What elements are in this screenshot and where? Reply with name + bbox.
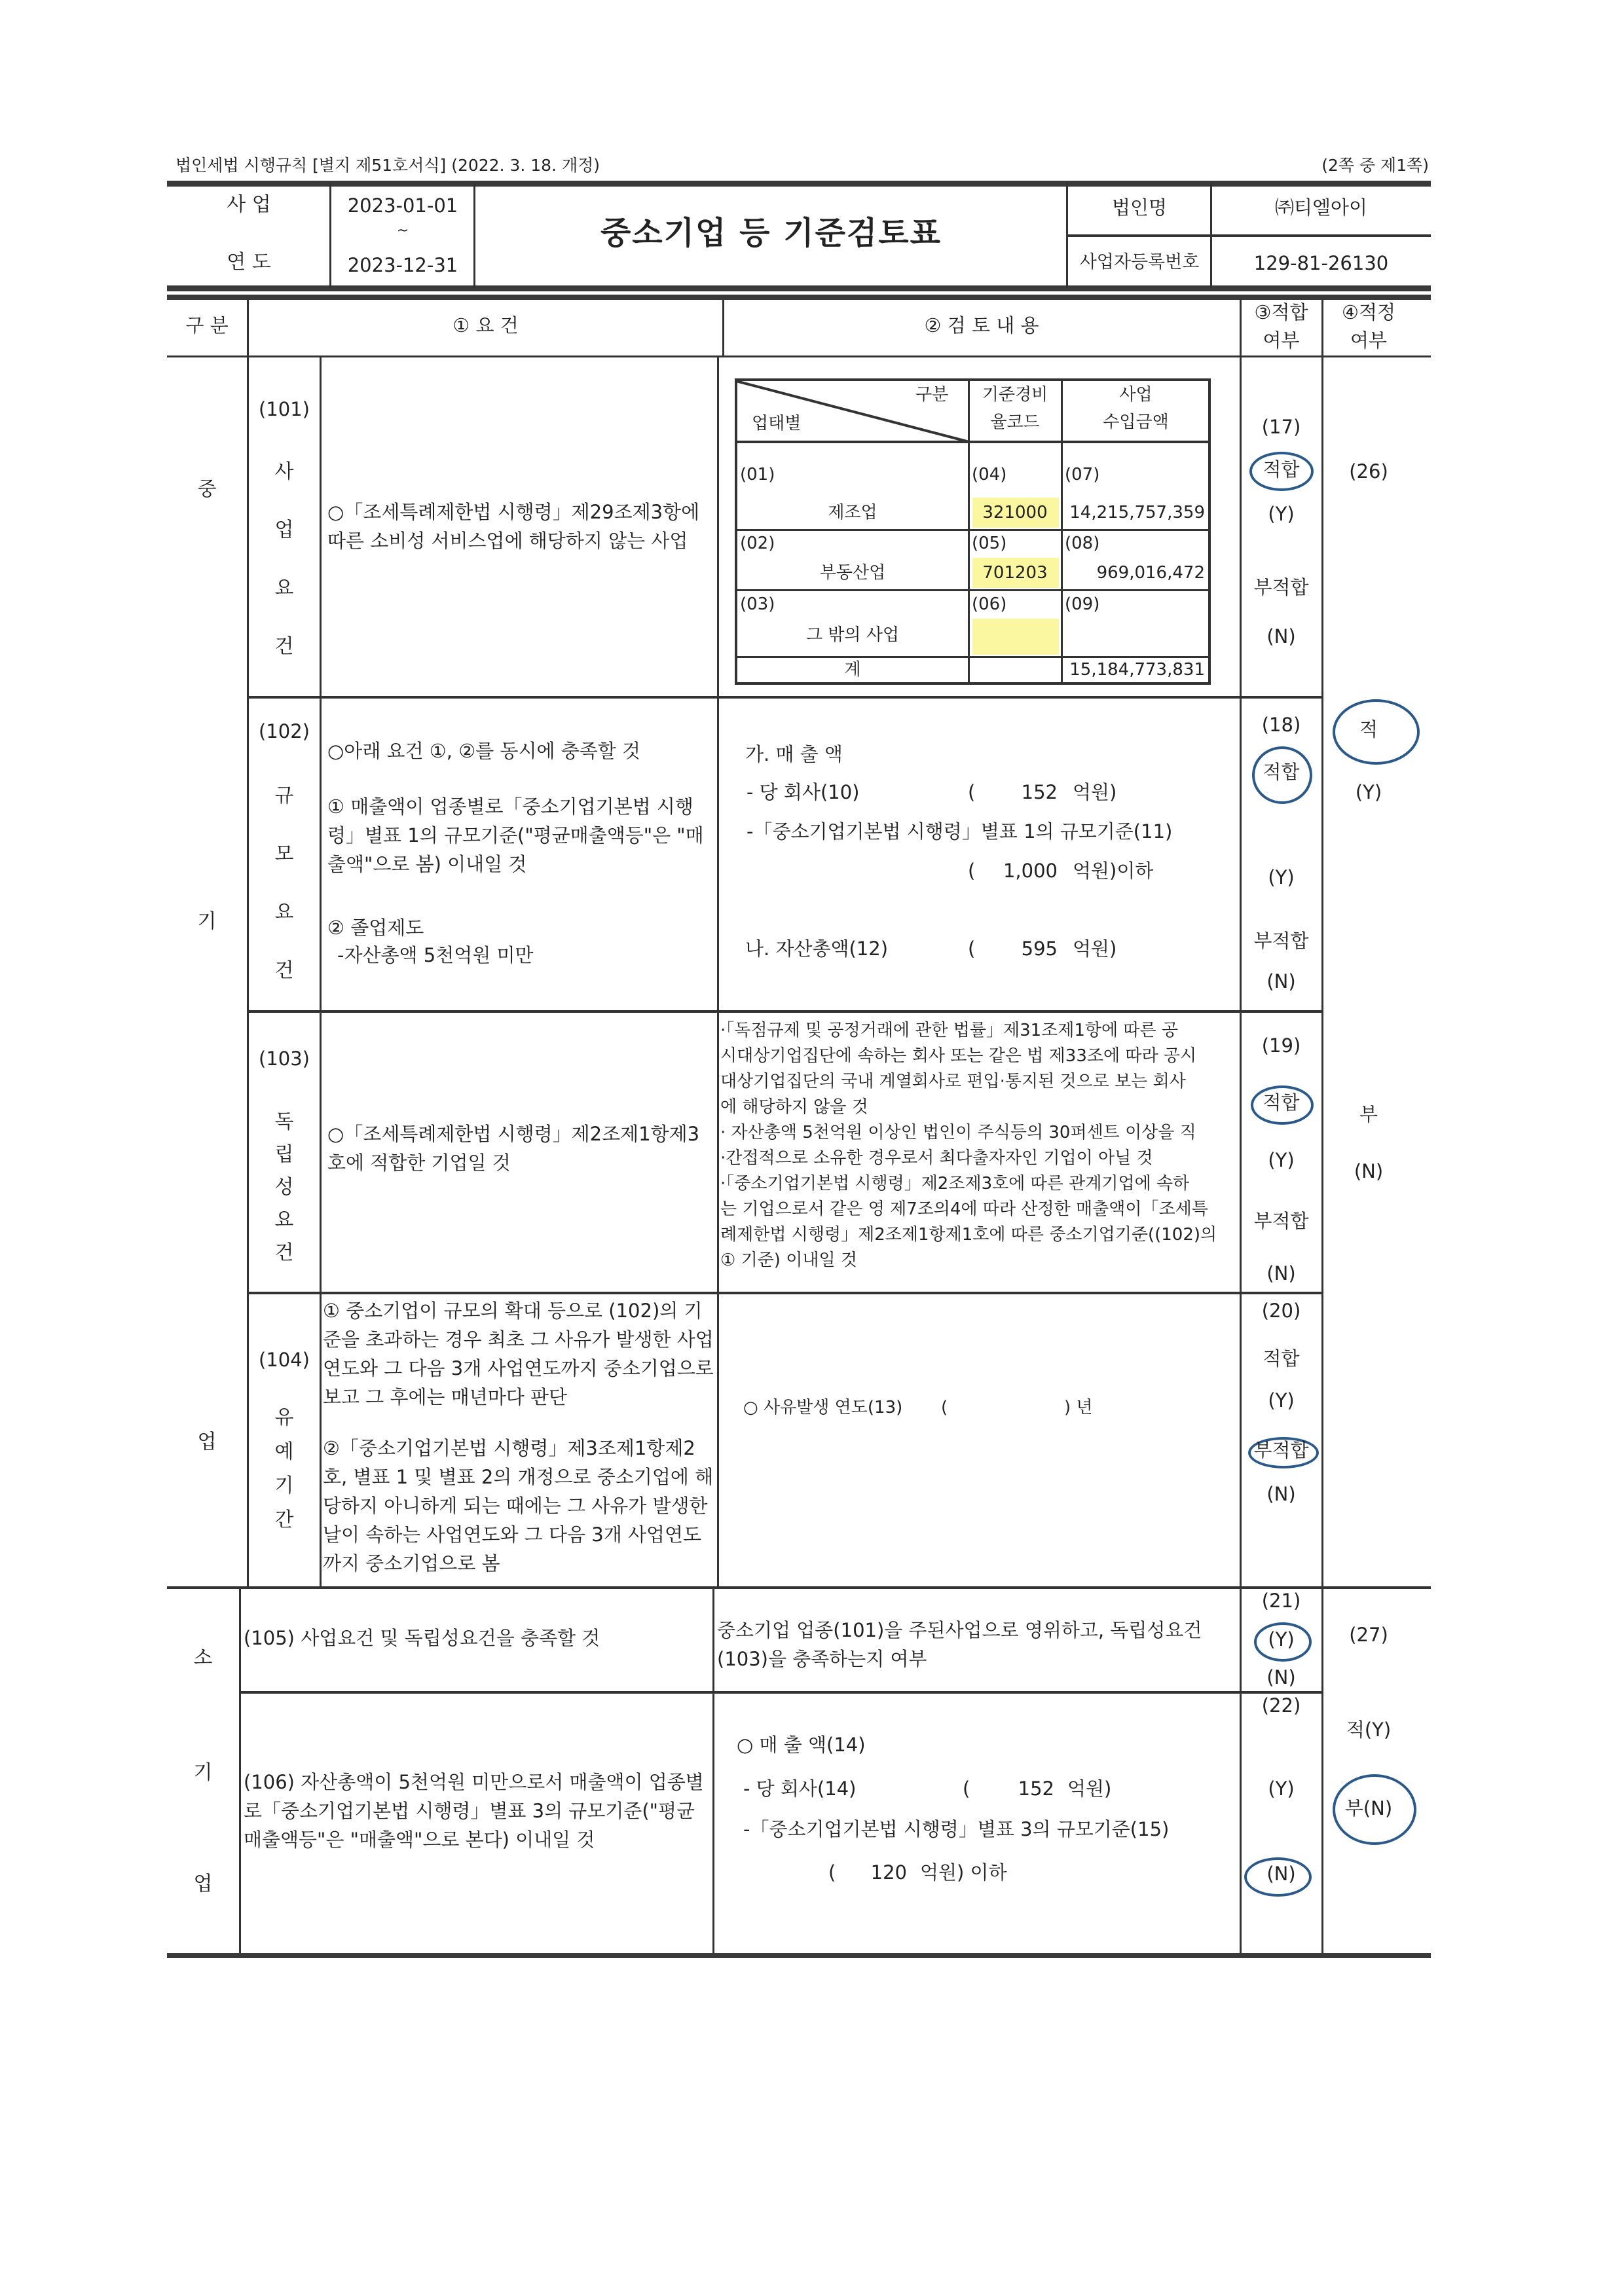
col-category: 구 분	[185, 314, 229, 337]
fit-20-yes[interactable]: 적합	[1263, 1347, 1300, 1370]
col-amount-label-2: 수입금액	[1103, 412, 1169, 432]
paren-open: (	[941, 1398, 948, 1417]
business-income-amount[interactable]: 14,215,757,359	[1069, 503, 1205, 522]
row-104-label: 유 예 기 간	[274, 1406, 294, 1531]
company-sales-label: - 당 회사(10)	[747, 781, 860, 803]
fit-17-yes[interactable]: 적합	[1263, 458, 1300, 481]
row-101-requirement: ○「조세특례제한법 시행령」제29조제3항에 따른 소비성 서비스업에 해당하지 않는 사업	[327, 501, 700, 552]
company-sales-label: - 당 회사(14)	[743, 1777, 857, 1800]
sales-title: 가. 매 출 액	[745, 743, 843, 765]
proper-sme-no[interactable]: 부	[1359, 1103, 1378, 1125]
proper-small-yes[interactable]: 적(Y)	[1346, 1719, 1392, 1741]
row-103-requirement: ○「조세특례제한법 시행령」제2조제1항제3호에 적합한 기업일 것	[327, 1123, 700, 1174]
fit-19-yes[interactable]: 적합	[1263, 1091, 1300, 1114]
business-income-amount[interactable]: 969,016,472	[1096, 563, 1205, 583]
row-103-review	[720, 1018, 1238, 1273]
row-101-code: (101)	[259, 398, 310, 420]
paren-open: (	[828, 1861, 836, 1884]
unit-label: 억원)	[1073, 781, 1117, 803]
col-code-label-2: 율코드	[990, 412, 1040, 432]
fit-17-yes-code: (Y)	[1268, 503, 1295, 525]
row-102-code: (102)	[259, 720, 310, 742]
proper-26-no: (26)	[1349, 460, 1388, 483]
fit-22-yes[interactable]: (Y)	[1268, 1777, 1295, 1800]
unit-label: 억원)	[1067, 1777, 1112, 1800]
fit-22-no: (22)	[1261, 1694, 1301, 1717]
proper-27-no: (27)	[1349, 1624, 1388, 1646]
fit-18-yes-code: (Y)	[1268, 866, 1295, 888]
row-106-requirement: (106) 자산총액이 5천억원 미만으로서 매출액이 업종별로「중소기업기본법 시행령」별표 3의 규모기준("평균매출액등"은 "매출액"으로 본다) 이내일 것	[244, 1771, 704, 1851]
row-102-req-2-title: ② 졸업제도	[327, 917, 424, 939]
row-104-req-2: ②「중소기업기본법 시행령」제3조제1항제2호, 별표 1 및 별표 2의 개정으로 중소기업에 해당하지 아니하게 되는 때에는 그 사유가 발생한 날이 속하는 사업연도와 그 다음 3개 사업연도까지 중소기업으로 봄	[323, 1437, 714, 1575]
fit-18-no: (18)	[1261, 714, 1301, 736]
unit-label: 억원)	[1073, 938, 1117, 960]
fit-17-no-option[interactable]: 부적합	[1253, 576, 1309, 598]
paren-open: (	[968, 781, 976, 803]
section-small-char-3: 업	[193, 1872, 213, 1895]
col-fit-1: ③적합	[1254, 301, 1308, 323]
total-label: 계	[844, 660, 861, 680]
paren-open: (	[968, 938, 976, 960]
proper-sme-yes-code: (Y)	[1355, 781, 1382, 803]
fit-18-yes[interactable]: 적합	[1263, 761, 1300, 783]
row-102-req-2-detail: -자산총액 5천억원 미만	[337, 944, 534, 966]
period-label-2: 연 도	[227, 251, 271, 274]
business-type-name: 제조업	[828, 503, 877, 522]
review-line: ·「중소기업기본법 시행령」제2조제3호에 따른 관계기업에 속하	[720, 1174, 1190, 1194]
fit-20-no: (20)	[1261, 1300, 1301, 1322]
paren-open: (	[968, 860, 976, 882]
review-line: ① 기준) 이내일 것	[720, 1250, 857, 1270]
total-assets-label: 나. 자산총액(12)	[745, 938, 889, 960]
reason-year-label: ○ 사유발생 연도(13)	[743, 1398, 903, 1417]
fit-22-no-option[interactable]: (N)	[1266, 1863, 1296, 1885]
proper-sme-no-code: (N)	[1354, 1160, 1384, 1182]
size-standard-label: -「중소기업기본법 시행령」별표 3의 규모기준(15)	[743, 1818, 1170, 1840]
unit-label: 억원)이하	[1073, 860, 1154, 882]
fit-20-no-option[interactable]: 부적합	[1253, 1439, 1309, 1461]
business-type-name: 그 밖의 사업	[805, 625, 900, 645]
row-103-code: (103)	[259, 1048, 310, 1070]
biz-no-label: 사업자등록번호	[1079, 252, 1200, 272]
row-105-review: 중소기업 업종(101)을 주된사업으로 영위하고, 독립성요건(103)을 충족하는지 여부	[717, 1619, 1202, 1670]
col-proper-1: ④적정	[1341, 301, 1396, 323]
regulation-reference: 법인세법 시행규칙 [별지 제51호서식] (2022. 3. 18. 개정)	[175, 156, 600, 175]
row-no: (03)	[740, 594, 775, 614]
col-review: ② 검 토 내 용	[924, 314, 1039, 337]
corp-name: ㈜티엘아이	[1274, 196, 1368, 219]
unit-label: 억원) 이하	[920, 1861, 1007, 1884]
period-label-1: 사 업	[227, 193, 271, 216]
code-no: (04)	[972, 465, 1007, 484]
col-code-label-1: 기준경비	[982, 385, 1048, 405]
company-sales-value[interactable]: 152	[1018, 1777, 1054, 1800]
highlight-code-06	[972, 619, 1059, 655]
amount-no: (08)	[1065, 534, 1100, 553]
business-type-name: 부동산업	[819, 563, 886, 583]
row-102-req-intro: ○아래 요건 ①, ②를 동시에 충족할 것	[327, 740, 640, 762]
section-small-char-1: 소	[193, 1647, 213, 1669]
section-sme-char-1: 중	[197, 478, 217, 501]
review-line: 대상기업집단의 국내 계열회사로 편입·통지된 것으로 보는 회사	[720, 1072, 1186, 1091]
review-line: · 자산총액 5천억원 이상인 법인이 주식등의 30퍼센트 이상을 직	[720, 1123, 1196, 1142]
size-standard-label: -「중소기업기본법 시행령」별표 1의 규모기준(11)	[747, 820, 1173, 843]
row-104-req-1: ① 중소기업이 규모의 확대 등으로 (102)의 기준을 초과하는 경우 최초 그 사유가 발생한 사업연도와 그 다음 3개 사업연도까지 중소기업으로 보고 그 후에는 매년마다 판단	[323, 1300, 714, 1408]
row-104-code: (104)	[259, 1349, 310, 1371]
row-102-label: 규 모 요 건	[274, 784, 294, 982]
sales-title: ○ 매 출 액(14)	[737, 1734, 866, 1756]
diag-bottom-label: 업태별	[752, 414, 802, 433]
col-fit-2: 여부	[1263, 329, 1300, 352]
year-unit: ) 년	[1064, 1398, 1093, 1417]
fit-17-no-code: (N)	[1266, 625, 1296, 647]
biz-no: 129-81-26130	[1253, 252, 1389, 274]
period-end: 2023-12-31	[347, 254, 458, 276]
row-103-label: 독 립 성 요 건	[274, 1110, 294, 1264]
row-101-label: 사 업 요 건	[274, 460, 294, 658]
review-line: ·「독점규제 및 공정거래에 관한 법률」제31조제1항에 따른 공	[720, 1021, 1179, 1040]
section-sme-char-3: 업	[197, 1430, 217, 1453]
fit-17-no: (17)	[1261, 416, 1301, 438]
proper-small-no[interactable]: 부(N)	[1344, 1797, 1393, 1819]
col-amount-label-1: 사업	[1119, 385, 1153, 405]
paren-open: (	[963, 1777, 970, 1800]
code-no: (05)	[972, 534, 1007, 553]
expense-rate-code[interactable]: 701203	[982, 563, 1048, 583]
section-small-char-2: 기	[193, 1761, 213, 1784]
amount-no: (07)	[1065, 465, 1100, 484]
fit-20-no-code: (N)	[1266, 1483, 1296, 1505]
period-separator: ~	[396, 223, 409, 239]
fit-19-yes-code: (Y)	[1268, 1149, 1295, 1171]
size-standard-value[interactable]: 120	[870, 1861, 907, 1884]
fit-21-no-option[interactable]: (N)	[1266, 1666, 1296, 1688]
fit-18-no-code: (N)	[1266, 970, 1296, 993]
row-105-requirement: (105) 사업요건 및 독립성요건을 충족할 것	[244, 1627, 600, 1649]
fit-21-no: (21)	[1261, 1590, 1301, 1612]
size-standard-value[interactable]: 1,000	[1003, 860, 1058, 882]
fit-19-no: (19)	[1261, 1034, 1301, 1057]
company-sales-value[interactable]: 152	[1021, 781, 1058, 803]
row-102-req-1: ① 매출액이 업종별로「중소기업기본법 시행령」별표 1의 규모기준("평균매출액등"은 "매출액"으로 봄) 이내일 것	[327, 795, 704, 875]
fit-21-yes[interactable]: (Y)	[1268, 1628, 1295, 1650]
review-line: ·간접적으로 소유한 경우로서 최다출자자인 기업이 아닐 것	[720, 1148, 1153, 1168]
page-title: 중소기업 등 기준검토표	[600, 215, 942, 251]
row-no: (01)	[740, 465, 775, 484]
expense-rate-code[interactable]: 321000	[982, 503, 1048, 522]
fit-19-no-code: (N)	[1266, 1262, 1296, 1285]
diag-top-label: 구분	[915, 385, 949, 405]
review-line: 에 해당하지 않을 것	[720, 1097, 868, 1117]
section-sme-char-2: 기	[197, 910, 217, 933]
proper-sme-yes[interactable]: 적	[1359, 718, 1378, 740]
corp-name-label: 법인명	[1111, 196, 1168, 219]
review-line: 시대상기업집단에 속하는 회사 또는 같은 법 제33조에 따라 공시	[720, 1046, 1197, 1066]
total-amount: 15,184,773,831	[1069, 660, 1205, 680]
code-no: (06)	[972, 594, 1007, 614]
col-proper-2: 여부	[1350, 329, 1388, 352]
total-assets-value[interactable]: 595	[1021, 938, 1058, 960]
period-start: 2023-01-01	[347, 194, 458, 217]
fit-19-no-option[interactable]: 부적합	[1253, 1210, 1309, 1232]
fit-18-no-option[interactable]: 부적합	[1253, 930, 1309, 952]
amount-no: (09)	[1065, 594, 1100, 614]
page-info: (2쪽 중 제1쪽)	[1321, 156, 1429, 175]
col-requirement: ① 요 건	[452, 314, 519, 337]
review-line: 례제한법 시행령」제2조제1항제1호에 따른 중소기업기준((102)의	[720, 1225, 1217, 1245]
row-no: (02)	[740, 534, 775, 553]
review-line: 는 기업으로서 같은 영 제7조의4에 따라 산정한 매출액이「조세특	[720, 1199, 1208, 1219]
fit-20-yes-code: (Y)	[1268, 1389, 1295, 1412]
